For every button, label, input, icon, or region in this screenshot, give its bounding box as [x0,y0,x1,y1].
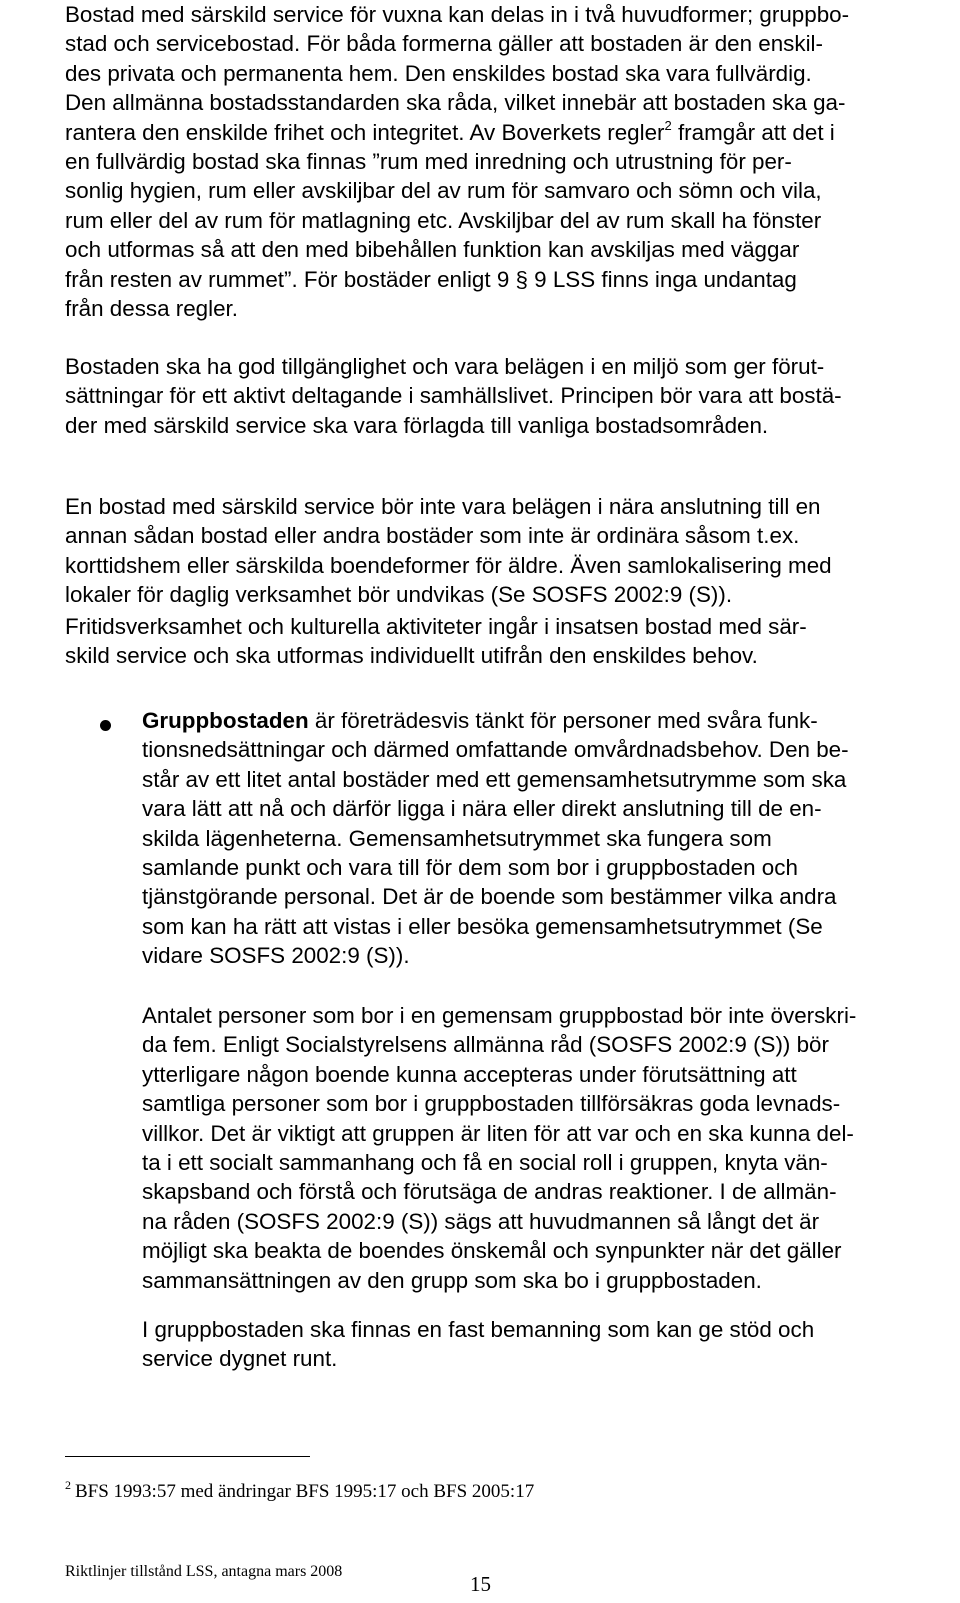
text-line: da fem. Enligt Socialstyrelsens allmänna råd (SOSFS 2002:9 (S)) bör [142,1032,829,1058]
text-line: des privata och permanenta hem. Den enskildes bostad ska vara fullvärdig. [65,60,812,86]
text-line: ta i ett socialt sammanhang och få en social roll i gruppen, knyta vän- [142,1149,828,1175]
text-segment: rantera den enskilde frihet och integritet. Av Boverkets regler [65,119,665,145]
text-line: samlande punkt och vara till för dem som bor i gruppbostaden och [142,854,798,880]
text-line: vidare SOSFS 2002:9 (S)). [142,943,410,969]
text-line: sonlig hygien, rum eller avskiljbar del av rum för samvaro och sömn och vila, [65,178,822,204]
text-line: lokaler för daglig verksamhet bör undvikas (Se SOSFS 2002:9 (S)). [65,582,733,608]
text-line: service dygnet runt. [142,1346,338,1372]
page-number: 15 [470,1572,491,1596]
paragraph-leisure [65,612,945,671]
text-line: villkor. Det är viktigt att gruppen är liten för att var och en ska kunna del- [142,1120,854,1146]
text-line: Fritidsverksamhet och kulturella aktiviteter ingår i insatsen bostad med sär- [65,614,807,639]
footnote-mark: 2 [65,1478,71,1492]
text-line: samtliga personer som bor i gruppbostaden tillförsäkras goda levnads- [142,1091,841,1117]
paragraph-housing-forms [65,0,945,323]
footnote-text: BFS 1993:57 med ändringar BFS 1995:17 och BFS 2005:17 [75,1481,535,1502]
footer-title: Riktlinjer tillstånd LSS, antagna mars 2008 [65,1563,343,1580]
text-line [65,118,945,147]
bullet-gruppbostaden [142,706,942,971]
text-line: I gruppbostaden ska finnas en fast bemanning som kan ge stöd och [142,1317,815,1342]
text-line: na råden (SOSFS 2002:9 (S)) sägs att huvudmannen så långt det är [142,1208,820,1234]
footnote [65,1480,534,1505]
bullet-point-icon [100,720,111,731]
text-line: sättningar för ett aktivt deltagande i samhällslivet. Principen bör vara att bostä- [65,383,842,409]
text-line: Antalet personer som bor i en gemensam gruppbostad bör inte överskri- [142,1003,857,1028]
text-line: korttidshem eller särskilda boendeformer för äldre. Även samlokalisering med [65,552,832,578]
text-line: en fullvärdig bostad ska finnas ”rum med inredning och utrustning för per- [65,148,792,174]
text-line: stad och servicebostad. För båda formerna gäller att bostaden är den enskil- [65,31,823,57]
text-line: der med särskild service ska vara förlagda till vanliga bostadsområden. [65,412,769,438]
text-line: sammansättningen av den grupp som ska bo i gruppbostaden. [142,1267,762,1293]
paragraph-group-size [142,1001,942,1295]
text-line: Bostaden ska ha god tillgänglighet och vara belägen i en miljö som ger förut- [65,354,825,379]
text-line [142,706,942,735]
text-line: vara lätt att nå och därför ligga i nära eller direkt anslutning till de en- [142,796,822,822]
text-line: skilda lägenheterna. Gemensamhetsutrymmet ska fungera som [142,825,772,851]
text-segment: är företrädesvis tänkt för personer med svåra funk- [308,708,818,733]
text-line: från resten av rummet”. För bostäder enligt 9 § 9 LSS finns inga undantag [65,266,797,292]
text-line: ytterligare någon boende kunna accepteras under förutsättning att [142,1061,797,1087]
text-line: skild service och ska utformas individuellt utifrån den enskildes behov. [65,643,758,669]
text-line: som kan ha rätt att vistas i eller besöka gemensamhetsutrymmet (Se [142,913,823,939]
text-line: möjligt ska beakta de boendes önskemål och synpunkter när det gäller [142,1238,842,1264]
text-line: Den allmänna bostadsstandarden ska råda, vilket innebär att bostaden ska ga- [65,90,846,116]
paragraph-location [65,492,945,610]
text-line: Bostad med särskild service för vuxna kan delas in i två huvudformer; gruppbo- [65,2,850,27]
text-line: står av ett litet antal bostäder med ett gemensamhetsutrymme som ska [142,766,847,792]
text-line: tjänstgörande personal. Det är de boende som bestämmer vilka andra [142,884,837,910]
bold-term: Gruppbostaden [142,708,309,733]
text-line: från dessa regler. [65,295,239,321]
text-line: annan sådan bostad eller andra bostäder som inte är ordinära såsom t.ex. [65,523,800,549]
text-line: rum eller del av rum för matlagning etc. Avskiljbar del av rum skall ha fönster [65,207,822,233]
text-line: skapsband och förstå och förutsäga de andras reaktioner. I de allmän- [142,1179,837,1205]
footnote-separator [65,1456,310,1457]
paragraph-accessibility [65,352,945,440]
paragraph-staffing [142,1315,942,1374]
footnote-reference: 2 [664,117,672,133]
text-line: och utformas så att den med bibehållen funktion kan avskiljas med väggar [65,237,800,263]
text-line: En bostad med särskild service bör inte vara belägen i nära anslutning till en [65,494,821,519]
text-segment: framgår att det i [671,119,835,145]
text-line: tionsnedsättningar och därmed omfattande omvårdnadsbehov. Den be- [142,737,849,763]
